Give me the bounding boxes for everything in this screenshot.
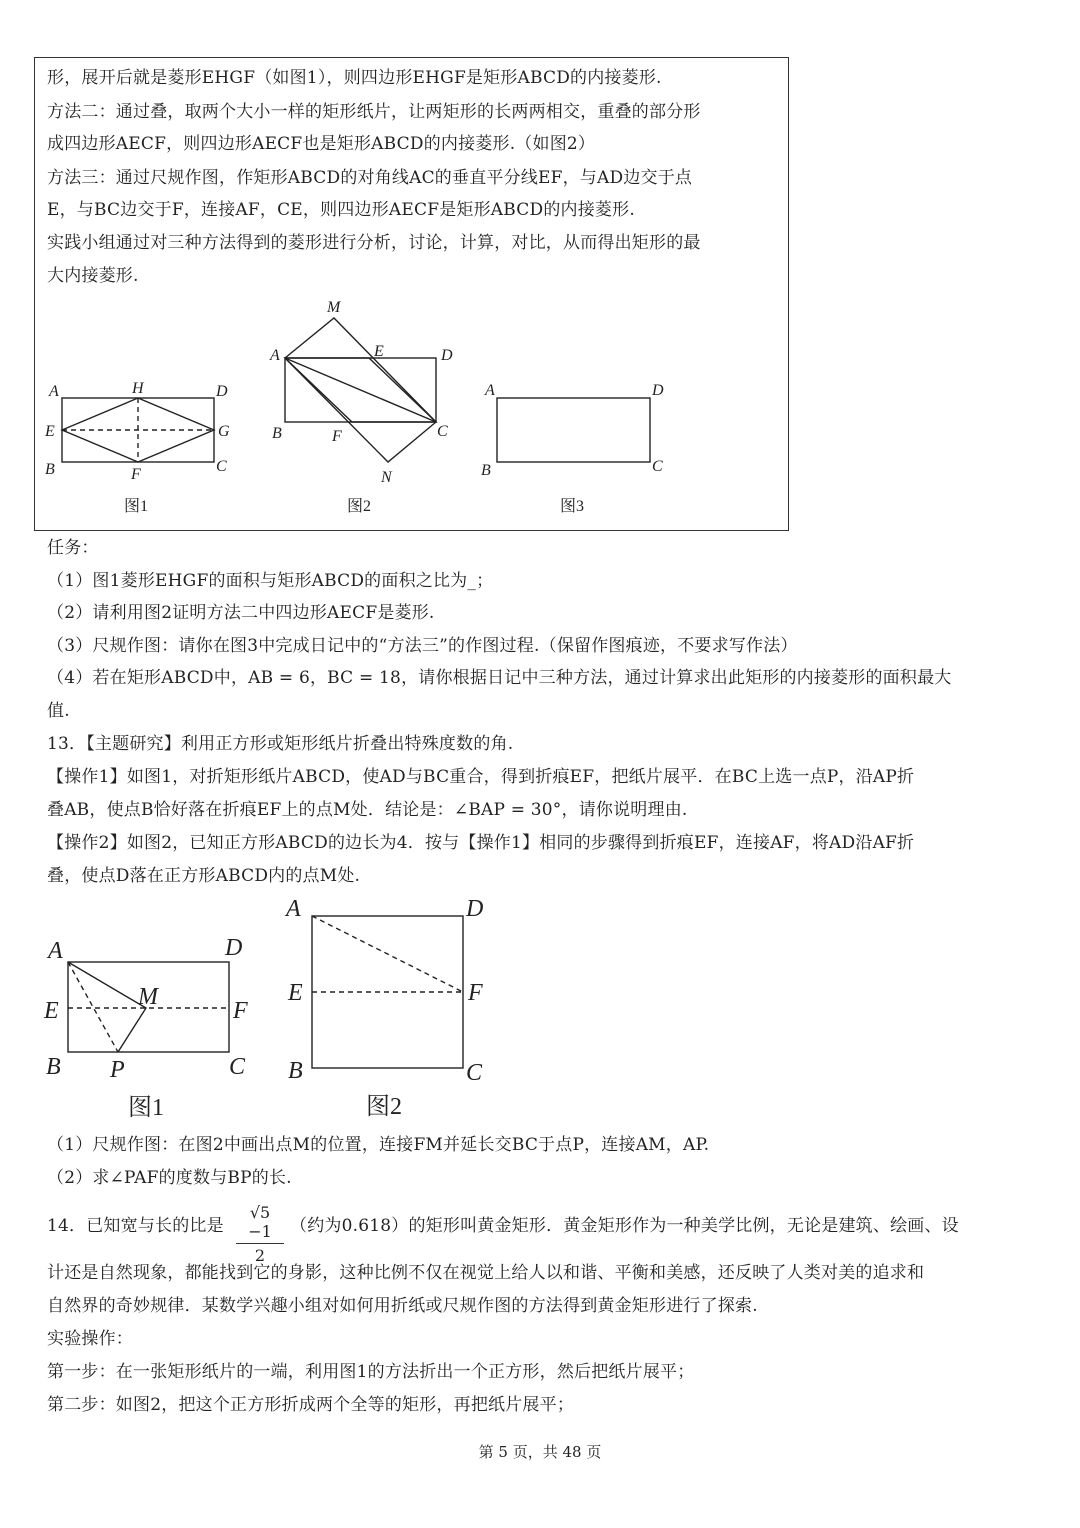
task-line: （1）图1菱形EHGF的面积与矩形ABCD的面积之比为_； [47,571,494,591]
label-d: D [216,383,228,400]
label-f: F [131,466,141,483]
label-a: A [49,383,59,400]
task-line: （2）请利用图2证明方法二中四边形AECF是菱形. [47,603,435,623]
label-a: A [270,347,280,364]
figure-caption: 图2 [366,1094,402,1120]
label-e: E [45,423,55,440]
q14-line: 第一步：在一张矩形纸片的一端，利用图1的方法折出一个正方形，然后把纸片展平； [47,1362,695,1382]
q13-line: 叠，使点D落在正方形ABCD内的点M处. [47,866,361,886]
label-d: D [466,896,484,922]
diary-line: E，与BC边交于F，连接AF，CE，则四边形AECF是矩形ABCD的内接菱形. [47,200,635,220]
fraction-denominator: 2 [254,1246,266,1265]
label-b: B [46,1054,61,1080]
label-f: F [468,980,483,1006]
diary-line: 方法三：通过尺规作图，作矩形ABCD的对角线AC的垂直平分线EF，与AD边交于点 [47,168,693,188]
label-h: H [132,380,144,397]
label-c: C [652,458,663,475]
label-b: B [272,425,282,442]
label-e: E [374,343,384,360]
q14-line: 第二步：如图2，把这个正方形折成两个全等的矩形，再把纸片展平； [47,1395,575,1415]
label-d: D [652,382,664,399]
label-c: C [437,423,448,440]
diary-line: 成四边形AECF，则四边形AECF也是矩形ABCD的内接菱形.（如图2） [47,134,596,154]
label-c: C [466,1060,483,1086]
q14-line: 实验操作： [47,1329,133,1349]
label-p: P [110,1057,125,1083]
q13-line: 13．【主题研究】利用正方形或矩形纸片折叠出特殊度数的角. [47,734,514,754]
q13-subquestion: （2）求∠PAF的度数与BP的长. [47,1168,292,1188]
label-n: N [381,469,392,486]
q13-line: 【操作1】如图1，对折矩形纸片ABCD，使AD与BC重合，得到折痕EF，把纸片展平．在BC上选一点P，沿AP折 [47,767,915,787]
segment-af [312,916,463,992]
label-b: B [288,1058,303,1084]
task-line: 值. [47,701,70,721]
label-c: C [229,1054,246,1080]
label-b: B [481,462,491,479]
label-d: D [441,347,453,364]
q14-prefix: 14．已知宽与长的比是 [47,1216,224,1236]
figure-caption: 图1 [124,498,149,515]
q14-suffix: （约为0.618）的矩形叫黄金矩形．黄金矩形作为一种美学比例，无论是建筑、绘画、设 [290,1216,959,1236]
label-d: D [225,935,243,961]
figure-caption: 图3 [560,498,585,515]
label-f: F [233,998,248,1024]
fraction-numerator: √5 −1 [236,1203,284,1244]
figure-caption: 图1 [128,1095,164,1121]
figure-caption: 图2 [347,498,372,515]
task-line: （3）尺规作图：请你在图3中完成日记中的“方法三”的作图过程.（保留作图痕迹，不要求写作法） [47,636,798,656]
page-footer: 第 5 页，共 48 页 [478,1443,602,1461]
q14-line: 计还是自然现象，都能找到它的身影，这种比例不仅在视觉上给人以和谐、平衡和美感，还反映了人类对美的追求和 [47,1263,925,1283]
label-f: F [332,428,342,445]
label-a: A [485,382,495,399]
label-g: G [218,423,230,440]
diary-line: 大内接菱形. [47,266,139,286]
label-b: B [45,461,55,478]
label-e: E [288,980,303,1006]
diary-line: 实践小组通过对三种方法得到的菱形进行分析，讨论，计算，对比，从而得出矩形的最 [47,233,701,253]
q13-subquestion: （1）尺规作图：在图2中画出点M的位置，连接FM并延长交BC于点P，连接AM，AP. [47,1135,710,1155]
label-m: M [138,984,158,1010]
label-a: A [286,896,301,922]
q14-line: 自然界的奇妙规律．某数学兴趣小组对如何用折纸或尺规作图的方法得到黄金矩形进行了探索. [47,1296,758,1316]
diary-line: 形，展开后就是菱形EHGF（如图1），则四边形EHGF是矩形ABCD的内接菱形. [47,68,662,88]
tasks-heading: 任务： [47,538,99,558]
label-c: C [216,458,227,475]
label-a: A [48,938,63,964]
task-line: （4）若在矩形ABCD中，AB = 6，BC = 18，请你根据日记中三种方法，通过计算求出此矩形的内接菱形的面积最大 [47,668,952,688]
diary-line: 方法二：通过叠，取两个大小一样的矩形纸片，让两矩形的长两两相交，重叠的部分形 [47,102,701,122]
q13-line: 【操作2】如图2，已知正方形ABCD的边长为4．按与【操作1】相同的步骤得到折痕EF，连接AF，将AD沿AF折 [47,833,915,853]
q13-line: 叠AB，使点B恰好落在折痕EF上的点M处．结论是：∠BAP = 30°，请你说明理由. [47,800,688,820]
golden-ratio-fraction [236,1203,284,1265]
label-m: M [327,299,341,316]
label-e: E [44,998,59,1024]
